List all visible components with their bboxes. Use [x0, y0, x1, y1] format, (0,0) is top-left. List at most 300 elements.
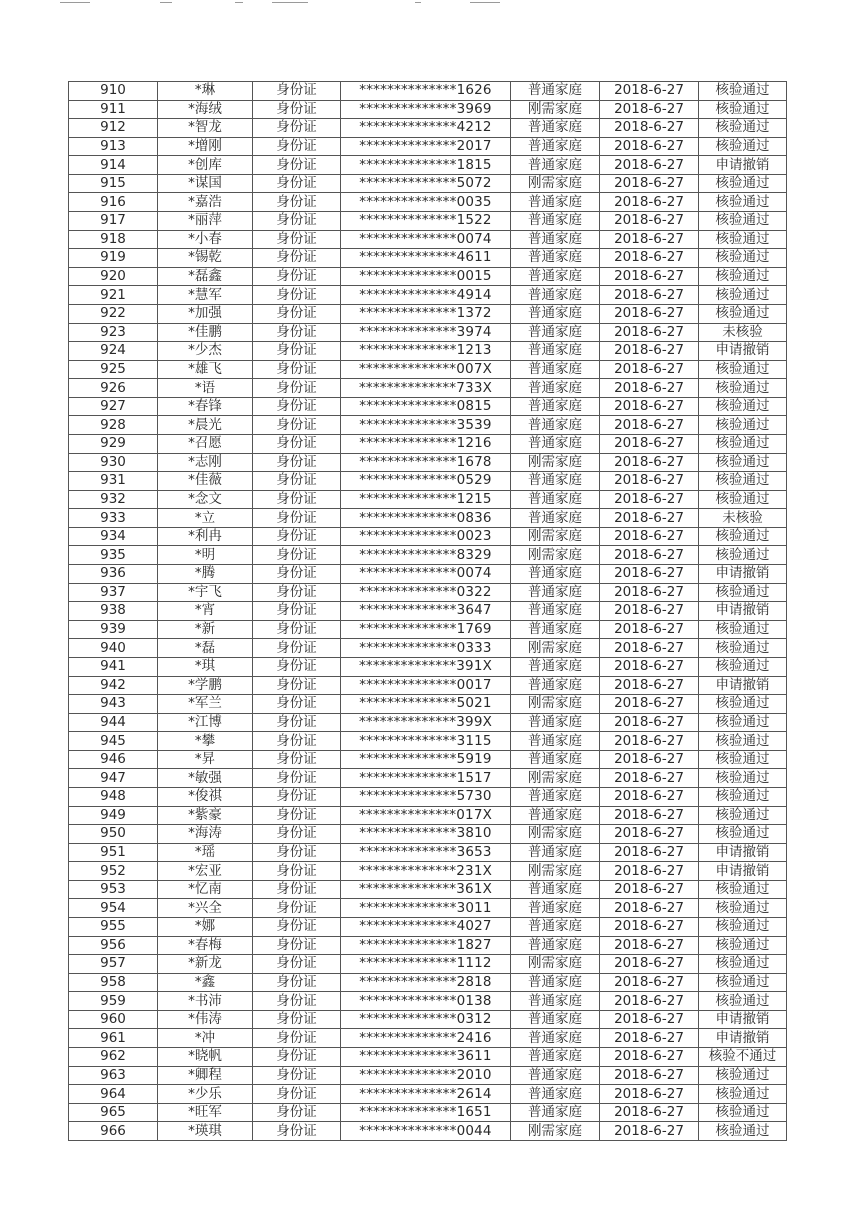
verification-status-cell: 核验通过	[699, 1122, 787, 1141]
masked-id-number-cell: **************0074	[341, 230, 511, 249]
row-number-cell: 944	[69, 713, 158, 732]
table-row	[69, 212, 787, 231]
applicant-name-cell: *鑫	[158, 973, 253, 992]
applicant-name-cell: *俊祺	[158, 787, 253, 806]
document-type-cell: 身份证	[253, 992, 341, 1011]
applicant-name-cell: *琳	[158, 82, 253, 101]
document-type-cell: 身份证	[253, 825, 341, 844]
family-type-cell: 普通家庭	[511, 267, 600, 286]
application-date-cell: 2018-6-27	[600, 174, 699, 193]
applicant-name-cell: *少乐	[158, 1085, 253, 1104]
verification-status-cell: 申请撤销	[699, 1029, 787, 1048]
application-date-cell: 2018-6-27	[600, 750, 699, 769]
row-number-cell: 961	[69, 1029, 158, 1048]
table-row	[69, 862, 787, 881]
application-date-cell: 2018-6-27	[600, 1122, 699, 1141]
document-type-cell: 身份证	[253, 434, 341, 453]
document-type-cell: 身份证	[253, 82, 341, 101]
document-type-cell: 身份证	[253, 1085, 341, 1104]
row-number-cell: 924	[69, 342, 158, 361]
verification-status-cell: 申请撤销	[699, 602, 787, 621]
row-number-cell: 953	[69, 880, 158, 899]
verification-status-cell: 核验通过	[699, 620, 787, 639]
document-type-cell: 身份证	[253, 267, 341, 286]
document-type-cell: 身份证	[253, 397, 341, 416]
verification-status-cell: 核验通过	[699, 1085, 787, 1104]
document-type-cell: 身份证	[253, 639, 341, 658]
row-number-cell: 954	[69, 899, 158, 918]
masked-id-number-cell: **************3810	[341, 825, 511, 844]
applicant-name-cell: *新龙	[158, 955, 253, 974]
family-type-cell: 普通家庭	[511, 620, 600, 639]
applicant-name-cell: *娜	[158, 918, 253, 937]
table-row	[69, 193, 787, 212]
table-row	[69, 1048, 787, 1067]
verification-status-cell: 核验通过	[699, 119, 787, 138]
applicant-name-cell: *宵	[158, 602, 253, 621]
applicant-name-cell: *谋国	[158, 174, 253, 193]
document-type-cell: 身份证	[253, 1122, 341, 1141]
document-type-cell: 身份证	[253, 100, 341, 119]
table-row	[69, 453, 787, 472]
applicant-name-cell: *磊鑫	[158, 267, 253, 286]
table-row	[69, 918, 787, 937]
family-type-cell: 普通家庭	[511, 156, 600, 175]
family-type-cell: 普通家庭	[511, 249, 600, 268]
row-number-cell: 960	[69, 1010, 158, 1029]
verification-status-cell: 核验通过	[699, 230, 787, 249]
row-number-cell: 939	[69, 620, 158, 639]
application-date-cell: 2018-6-27	[600, 936, 699, 955]
applicant-name-cell: *雄飞	[158, 360, 253, 379]
applicant-name-cell: *增刚	[158, 137, 253, 156]
document-type-cell: 身份证	[253, 787, 341, 806]
document-type-cell: 身份证	[253, 1048, 341, 1067]
document-type-cell: 身份证	[253, 565, 341, 584]
verification-status-cell: 核验通过	[699, 212, 787, 231]
masked-id-number-cell: **************1112	[341, 955, 511, 974]
family-type-cell: 普通家庭	[511, 1048, 600, 1067]
table-row	[69, 1010, 787, 1029]
verification-status-cell: 核验通过	[699, 787, 787, 806]
masked-id-number-cell: **************1827	[341, 936, 511, 955]
verification-status-cell: 核验通过	[699, 769, 787, 788]
masked-id-number-cell: **************1815	[341, 156, 511, 175]
row-number-cell: 952	[69, 862, 158, 881]
applicant-name-cell: *伟涛	[158, 1010, 253, 1029]
verification-status-cell: 申请撤销	[699, 862, 787, 881]
applicant-name-cell: *慧军	[158, 286, 253, 305]
applicant-name-cell: *佳薇	[158, 472, 253, 491]
document-type-cell: 身份证	[253, 323, 341, 342]
masked-id-number-cell: **************3539	[341, 416, 511, 435]
verification-status-cell: 核验不通过	[699, 1048, 787, 1067]
application-date-cell: 2018-6-27	[600, 509, 699, 528]
applicant-name-cell: *念文	[158, 490, 253, 509]
document-type-cell: 身份证	[253, 193, 341, 212]
application-date-cell: 2018-6-27	[600, 360, 699, 379]
family-type-cell: 普通家庭	[511, 973, 600, 992]
family-type-cell: 普通家庭	[511, 230, 600, 249]
applicant-name-cell: *敏强	[158, 769, 253, 788]
document-type-cell: 身份证	[253, 137, 341, 156]
family-type-cell: 普通家庭	[511, 787, 600, 806]
application-date-cell: 2018-6-27	[600, 193, 699, 212]
row-number-cell: 918	[69, 230, 158, 249]
application-date-cell: 2018-6-27	[600, 472, 699, 491]
application-date-cell: 2018-6-27	[600, 379, 699, 398]
document-type-cell: 身份证	[253, 713, 341, 732]
masked-id-number-cell: **************3974	[341, 323, 511, 342]
family-type-cell: 普通家庭	[511, 304, 600, 323]
table-row	[69, 602, 787, 621]
application-date-cell: 2018-6-27	[600, 676, 699, 695]
table-row	[69, 639, 787, 658]
applicant-name-cell: *锡乾	[158, 249, 253, 268]
verification-status-cell: 核验通过	[699, 286, 787, 305]
family-type-cell: 刚需家庭	[511, 1122, 600, 1141]
masked-id-number-cell: **************1517	[341, 769, 511, 788]
application-date-cell: 2018-6-27	[600, 546, 699, 565]
table-row	[69, 695, 787, 714]
row-number-cell: 910	[69, 82, 158, 101]
masked-id-number-cell: **************4611	[341, 249, 511, 268]
application-date-cell: 2018-6-27	[600, 565, 699, 584]
document-type-cell: 身份证	[253, 899, 341, 918]
application-date-cell: 2018-6-27	[600, 342, 699, 361]
applicant-name-cell: *琪	[158, 657, 253, 676]
document-type-cell: 身份证	[253, 119, 341, 138]
family-type-cell: 普通家庭	[511, 899, 600, 918]
table-row	[69, 397, 787, 416]
verification-status-cell: 核验通过	[699, 880, 787, 899]
family-type-cell: 普通家庭	[511, 602, 600, 621]
verification-status-cell: 核验通过	[699, 918, 787, 937]
masked-id-number-cell: **************5021	[341, 695, 511, 714]
application-date-cell: 2018-6-27	[600, 212, 699, 231]
table-row	[69, 843, 787, 862]
family-type-cell: 普通家庭	[511, 397, 600, 416]
row-number-cell: 914	[69, 156, 158, 175]
masked-id-number-cell: **************2416	[341, 1029, 511, 1048]
table-row	[69, 1029, 787, 1048]
row-number-cell: 917	[69, 212, 158, 231]
application-date-cell: 2018-6-27	[600, 899, 699, 918]
applicant-name-cell: *春梅	[158, 936, 253, 955]
verification-status-cell: 核验通过	[699, 267, 787, 286]
document-type-cell: 身份证	[253, 806, 341, 825]
family-type-cell: 普通家庭	[511, 193, 600, 212]
applicant-name-cell: *腾	[158, 565, 253, 584]
table-row	[69, 732, 787, 751]
document-type-cell: 身份证	[253, 1010, 341, 1029]
table-row	[69, 379, 787, 398]
family-type-cell: 普通家庭	[511, 119, 600, 138]
application-date-cell: 2018-6-27	[600, 1066, 699, 1085]
row-number-cell: 911	[69, 100, 158, 119]
scanned-document	[68, 81, 780, 1141]
application-date-cell: 2018-6-27	[600, 732, 699, 751]
applicant-name-cell: *佳鹏	[158, 323, 253, 342]
document-type-cell: 身份证	[253, 973, 341, 992]
document-type-cell: 身份证	[253, 750, 341, 769]
application-date-cell: 2018-6-27	[600, 825, 699, 844]
row-number-cell: 958	[69, 973, 158, 992]
verification-status-cell: 核验通过	[699, 397, 787, 416]
application-date-cell: 2018-6-27	[600, 806, 699, 825]
applicant-name-cell: *紫豪	[158, 806, 253, 825]
family-type-cell: 普通家庭	[511, 1010, 600, 1029]
family-type-cell: 普通家庭	[511, 583, 600, 602]
masked-id-number-cell: **************0074	[341, 565, 511, 584]
verification-status-cell: 核验通过	[699, 434, 787, 453]
application-date-cell: 2018-6-27	[600, 769, 699, 788]
document-type-cell: 身份证	[253, 676, 341, 695]
family-type-cell: 普通家庭	[511, 82, 600, 101]
application-date-cell: 2018-6-27	[600, 100, 699, 119]
applicant-name-cell: *明	[158, 546, 253, 565]
row-number-cell: 935	[69, 546, 158, 565]
verification-status-cell: 申请撤销	[699, 342, 787, 361]
verification-status-cell: 未核验	[699, 323, 787, 342]
verification-status-cell: 核验通过	[699, 100, 787, 119]
document-type-cell: 身份证	[253, 769, 341, 788]
application-date-cell: 2018-6-27	[600, 434, 699, 453]
row-number-cell: 913	[69, 137, 158, 156]
row-number-cell: 925	[69, 360, 158, 379]
family-type-cell: 普通家庭	[511, 750, 600, 769]
document-type-cell: 身份证	[253, 453, 341, 472]
table-row	[69, 713, 787, 732]
masked-id-number-cell: **************5919	[341, 750, 511, 769]
masked-id-number-cell: **************2614	[341, 1085, 511, 1104]
row-number-cell: 945	[69, 732, 158, 751]
applicant-name-cell: *兴全	[158, 899, 253, 918]
verification-status-cell: 核验通过	[699, 825, 787, 844]
table-row	[69, 360, 787, 379]
application-date-cell: 2018-6-27	[600, 973, 699, 992]
masked-id-number-cell: **************0023	[341, 527, 511, 546]
table-row	[69, 1085, 787, 1104]
application-date-cell: 2018-6-27	[600, 249, 699, 268]
application-date-cell: 2018-6-27	[600, 82, 699, 101]
masked-id-number-cell: **************1215	[341, 490, 511, 509]
masked-id-number-cell: **************2010	[341, 1066, 511, 1085]
masked-id-number-cell: **************007X	[341, 360, 511, 379]
family-type-cell: 刚需家庭	[511, 546, 600, 565]
application-date-cell: 2018-6-27	[600, 657, 699, 676]
verification-status-cell: 核验通过	[699, 360, 787, 379]
document-type-cell: 身份证	[253, 695, 341, 714]
family-type-cell: 普通家庭	[511, 676, 600, 695]
application-date-cell: 2018-6-27	[600, 1029, 699, 1048]
applicant-name-cell: *攀	[158, 732, 253, 751]
application-date-cell: 2018-6-27	[600, 955, 699, 974]
document-type-cell: 身份证	[253, 1103, 341, 1122]
row-number-cell: 928	[69, 416, 158, 435]
application-date-cell: 2018-6-27	[600, 230, 699, 249]
document-type-cell: 身份证	[253, 1029, 341, 1048]
table-row	[69, 472, 787, 491]
verification-status-cell: 核验通过	[699, 936, 787, 955]
row-number-cell: 926	[69, 379, 158, 398]
roster-table	[68, 81, 787, 1141]
masked-id-number-cell: **************1678	[341, 453, 511, 472]
row-number-cell: 965	[69, 1103, 158, 1122]
applicant-name-cell: *宏亚	[158, 862, 253, 881]
row-number-cell: 949	[69, 806, 158, 825]
applicant-name-cell: *忆南	[158, 880, 253, 899]
application-date-cell: 2018-6-27	[600, 583, 699, 602]
applicant-name-cell: *海绒	[158, 100, 253, 119]
document-type-cell: 身份证	[253, 583, 341, 602]
family-type-cell: 普通家庭	[511, 992, 600, 1011]
table-row	[69, 992, 787, 1011]
verification-status-cell: 核验通过	[699, 490, 787, 509]
masked-id-number-cell: **************2818	[341, 973, 511, 992]
table-row	[69, 119, 787, 138]
table-row	[69, 416, 787, 435]
scan-marks	[60, 0, 580, 6]
table-row	[69, 249, 787, 268]
row-number-cell: 957	[69, 955, 158, 974]
verification-status-cell: 核验通过	[699, 695, 787, 714]
row-number-cell: 929	[69, 434, 158, 453]
table-row	[69, 1122, 787, 1141]
masked-id-number-cell: **************0312	[341, 1010, 511, 1029]
table-row	[69, 100, 787, 119]
row-number-cell: 938	[69, 602, 158, 621]
family-type-cell: 刚需家庭	[511, 695, 600, 714]
document-type-cell: 身份证	[253, 1066, 341, 1085]
application-date-cell: 2018-6-27	[600, 267, 699, 286]
verification-status-cell: 核验通过	[699, 249, 787, 268]
family-type-cell: 刚需家庭	[511, 527, 600, 546]
verification-status-cell: 核验通过	[699, 639, 787, 658]
row-number-cell: 963	[69, 1066, 158, 1085]
applicant-name-cell: *磊	[158, 639, 253, 658]
row-number-cell: 927	[69, 397, 158, 416]
family-type-cell: 普通家庭	[511, 137, 600, 156]
application-date-cell: 2018-6-27	[600, 286, 699, 305]
document-type-cell: 身份证	[253, 416, 341, 435]
document-type-cell: 身份证	[253, 880, 341, 899]
masked-id-number-cell: **************0015	[341, 267, 511, 286]
masked-id-number-cell: **************3647	[341, 602, 511, 621]
family-type-cell: 刚需家庭	[511, 639, 600, 658]
document-type-cell: 身份证	[253, 527, 341, 546]
table-row	[69, 509, 787, 528]
table-row	[69, 323, 787, 342]
table-row	[69, 527, 787, 546]
table-row	[69, 82, 787, 101]
table-row	[69, 137, 787, 156]
row-number-cell: 941	[69, 657, 158, 676]
applicant-name-cell: *小春	[158, 230, 253, 249]
verification-status-cell: 核验通过	[699, 657, 787, 676]
verification-status-cell: 申请撤销	[699, 676, 787, 695]
verification-status-cell: 核验通过	[699, 1066, 787, 1085]
applicant-name-cell: *智龙	[158, 119, 253, 138]
application-date-cell: 2018-6-27	[600, 787, 699, 806]
applicant-name-cell: *立	[158, 509, 253, 528]
masked-id-number-cell: **************2017	[341, 137, 511, 156]
document-type-cell: 身份证	[253, 342, 341, 361]
application-date-cell: 2018-6-27	[600, 880, 699, 899]
masked-id-number-cell: **************361X	[341, 880, 511, 899]
table-row	[69, 1103, 787, 1122]
applicant-name-cell: *丽萍	[158, 212, 253, 231]
application-date-cell: 2018-6-27	[600, 397, 699, 416]
masked-id-number-cell: **************1522	[341, 212, 511, 231]
applicant-name-cell: *军兰	[158, 695, 253, 714]
verification-status-cell: 核验通过	[699, 732, 787, 751]
family-type-cell: 普通家庭	[511, 880, 600, 899]
verification-status-cell: 核验通过	[699, 137, 787, 156]
family-type-cell: 刚需家庭	[511, 862, 600, 881]
row-number-cell: 920	[69, 267, 158, 286]
application-date-cell: 2018-6-27	[600, 1103, 699, 1122]
row-number-cell: 933	[69, 509, 158, 528]
masked-id-number-cell: **************0138	[341, 992, 511, 1011]
applicant-name-cell: *旺军	[158, 1103, 253, 1122]
verification-status-cell: 申请撤销	[699, 156, 787, 175]
family-type-cell: 普通家庭	[511, 918, 600, 937]
document-type-cell: 身份证	[253, 490, 341, 509]
family-type-cell: 刚需家庭	[511, 453, 600, 472]
verification-status-cell: 核验通过	[699, 955, 787, 974]
application-date-cell: 2018-6-27	[600, 620, 699, 639]
family-type-cell: 普通家庭	[511, 936, 600, 955]
family-type-cell: 普通家庭	[511, 1029, 600, 1048]
application-date-cell: 2018-6-27	[600, 156, 699, 175]
row-number-cell: 942	[69, 676, 158, 695]
masked-id-number-cell: **************4212	[341, 119, 511, 138]
verification-status-cell: 核验通过	[699, 992, 787, 1011]
document-type-cell: 身份证	[253, 360, 341, 379]
family-type-cell: 普通家庭	[511, 342, 600, 361]
row-number-cell: 936	[69, 565, 158, 584]
family-type-cell: 普通家庭	[511, 1085, 600, 1104]
document-type-cell: 身份证	[253, 379, 341, 398]
table-row	[69, 750, 787, 769]
verification-status-cell: 核验通过	[699, 583, 787, 602]
document-type-cell: 身份证	[253, 509, 341, 528]
family-type-cell: 普通家庭	[511, 360, 600, 379]
table-row	[69, 955, 787, 974]
row-number-cell: 948	[69, 787, 158, 806]
application-date-cell: 2018-6-27	[600, 862, 699, 881]
applicant-name-cell: *少杰	[158, 342, 253, 361]
masked-id-number-cell: **************1216	[341, 434, 511, 453]
table-row	[69, 267, 787, 286]
verification-status-cell: 核验通过	[699, 82, 787, 101]
masked-id-number-cell: **************3611	[341, 1048, 511, 1067]
document-type-cell: 身份证	[253, 843, 341, 862]
row-number-cell: 946	[69, 750, 158, 769]
masked-id-number-cell: **************4027	[341, 918, 511, 937]
applicant-name-cell: *加强	[158, 304, 253, 323]
application-date-cell: 2018-6-27	[600, 992, 699, 1011]
verification-status-cell: 核验通过	[699, 899, 787, 918]
masked-id-number-cell: **************3653	[341, 843, 511, 862]
application-date-cell: 2018-6-27	[600, 490, 699, 509]
table-row	[69, 304, 787, 323]
applicant-name-cell: *春锋	[158, 397, 253, 416]
family-type-cell: 刚需家庭	[511, 825, 600, 844]
row-number-cell: 966	[69, 1122, 158, 1141]
verification-status-cell: 核验通过	[699, 973, 787, 992]
